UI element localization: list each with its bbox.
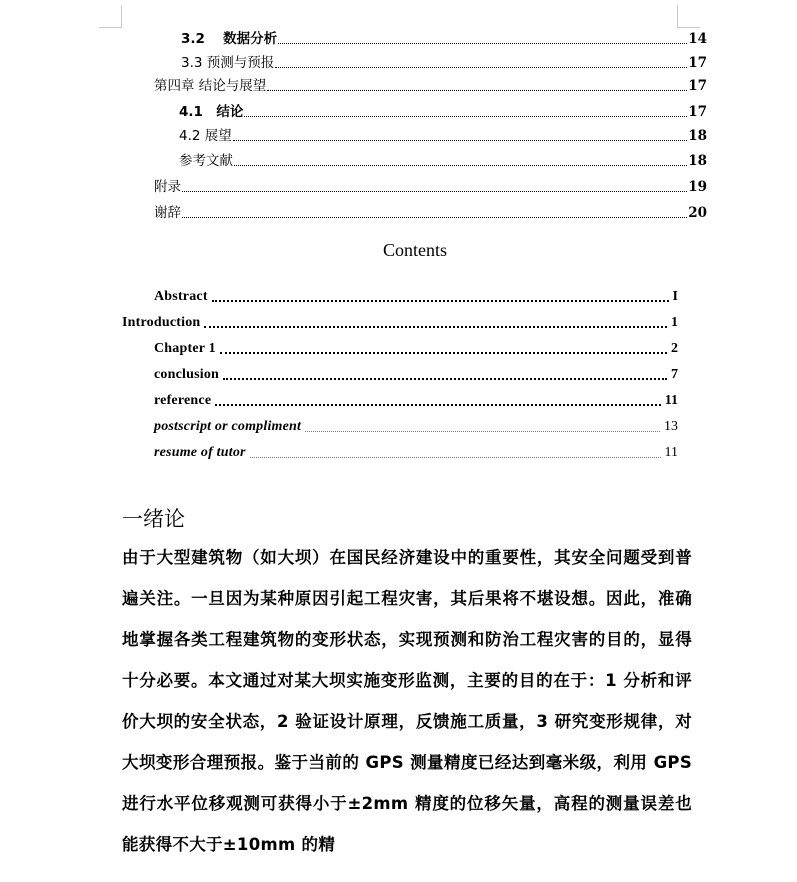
page-corner-mark-left xyxy=(99,5,122,28)
toc-entry-label: 附录 xyxy=(154,179,181,195)
toc-entry-page: 14 xyxy=(688,31,707,47)
toc-entry-page: 13 xyxy=(664,419,678,434)
toc-entry[interactable] xyxy=(154,390,678,412)
toc-entry[interactable] xyxy=(179,150,707,172)
toc-leader xyxy=(234,144,687,166)
toc-leader xyxy=(220,332,667,354)
toc-entry-page: 17 xyxy=(688,55,707,71)
toc-entry-page: 7 xyxy=(671,367,678,382)
toc-entry-label: 谢辞 xyxy=(154,205,181,221)
toc-leader xyxy=(204,306,667,328)
toc-entry-page: 18 xyxy=(688,128,707,144)
toc-entry[interactable] xyxy=(154,75,707,97)
toc-leader xyxy=(223,358,667,380)
toc-entry-page: 20 xyxy=(688,205,707,221)
body-paragraph: 由于大型建筑物（如大坝）在国民经济建设中的重要性，其安全问题受到普遍关注。一旦因为某种原因引起工程灾害，其后果将不堪设想。因此，准确地掌握各类工程建筑物的变形状态，实现预测和防治工程灾害的目的，显得十分必要。本文通过对某大坝实施变形监测，主要的目的在于：1 分析和评价大坝的安全状态，2 验证设计原理，反馈施工质量，3 研究变形规律，对大坝变形合理预报。鉴于当前的 GPS 测量精度已经达到毫米级，利用 GPS 进行水平位移观测可获得小于±2mm 精度的位移矢量，高程的测量误差也能获得不大于±10mm 的精 xyxy=(122,548,692,854)
contents-title: Contents xyxy=(382,240,447,260)
toc-entry[interactable] xyxy=(154,416,678,438)
toc-leader xyxy=(275,46,687,68)
toc-entry[interactable] xyxy=(154,286,678,308)
toc-entry-label: Abstract xyxy=(154,289,208,304)
toc-entry-label: 3.3 预测与预报 xyxy=(181,55,275,71)
toc-entry[interactable] xyxy=(154,202,707,224)
toc-entry-page: I xyxy=(672,289,678,304)
toc-leader xyxy=(267,69,687,91)
toc-leader xyxy=(305,410,660,432)
toc-entry[interactable] xyxy=(122,312,678,334)
toc-entry-page: 17 xyxy=(688,78,707,94)
toc-entry-label: Chapter 1 xyxy=(154,341,216,356)
toc-entry-label: 参考文献 xyxy=(179,153,233,169)
toc-leader xyxy=(182,170,687,192)
toc-entry-page: 2 xyxy=(671,341,678,356)
toc-entry-page: 17 xyxy=(688,104,707,120)
toc-entry[interactable] xyxy=(154,338,678,360)
toc-leader xyxy=(212,280,669,302)
toc-entry-page: 18 xyxy=(688,153,707,169)
toc-entry-page: 11 xyxy=(664,445,678,460)
toc-leader xyxy=(278,22,687,44)
toc-entry-label: 4.1 结论 xyxy=(179,104,244,120)
toc-entry-page: 19 xyxy=(688,179,707,195)
toc-entry-page: 11 xyxy=(664,393,678,408)
toc-leader xyxy=(215,384,661,406)
toc-entry-label: postscript or compliment xyxy=(154,419,302,434)
toc-entry-label: 第四章 结论与展望 xyxy=(154,78,267,94)
toc-leader xyxy=(250,436,661,458)
toc-entry-page: 1 xyxy=(671,315,678,330)
toc-leader xyxy=(244,95,687,117)
toc-entry-label: 3.2 数据分析 xyxy=(181,31,278,47)
chapter-heading: 一绪论 xyxy=(122,507,185,531)
toc-entry-label: conclusion xyxy=(154,367,220,382)
toc-leader xyxy=(233,119,687,141)
toc-entry[interactable] xyxy=(154,442,678,464)
toc-entry-label: reference xyxy=(154,393,212,408)
toc-leader xyxy=(182,196,687,218)
toc-entry[interactable] xyxy=(154,364,678,386)
toc-entry-label: 4.2 展望 xyxy=(179,128,232,144)
toc-entry-label: resume of tutor xyxy=(154,445,246,460)
toc-entry[interactable] xyxy=(154,176,707,198)
toc-entry-label: Introduction xyxy=(122,315,201,330)
